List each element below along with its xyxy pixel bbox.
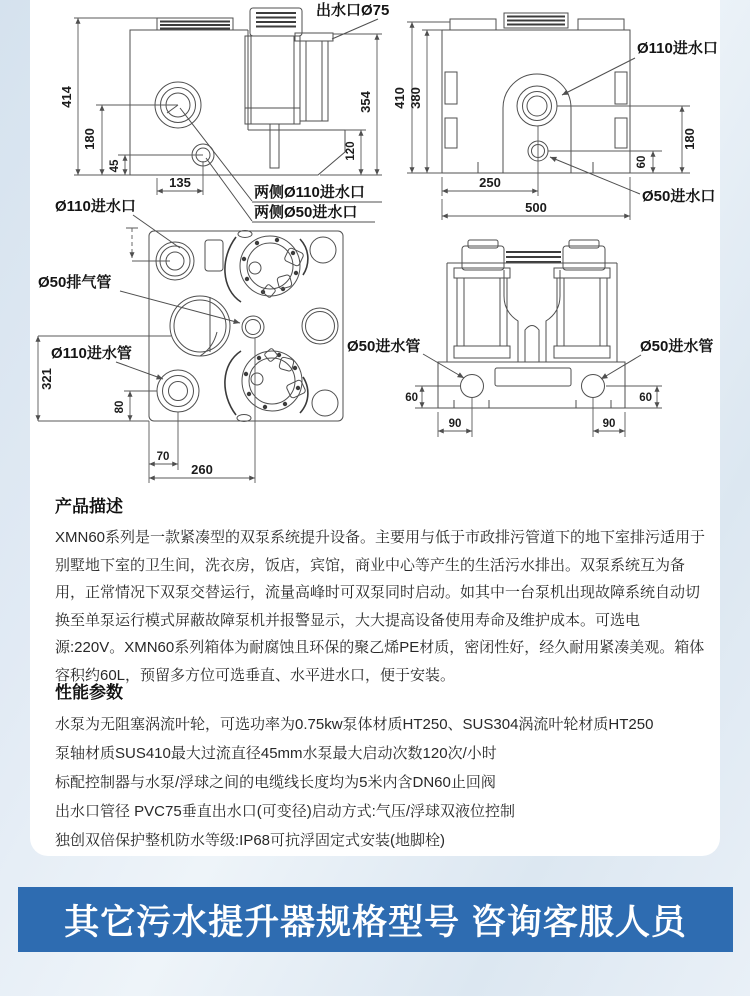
spec-line-protection: 独创双倍保护整机防水等级:IP68可抗浮固定式安装(地脚栓) bbox=[55, 832, 446, 849]
dim-180-front: 180 bbox=[682, 128, 697, 150]
dim-180: 180 bbox=[82, 128, 97, 150]
dim-414: 414 bbox=[59, 86, 74, 108]
label-sides-inlet-50: 两侧Ø50进水口 bbox=[254, 204, 358, 221]
spec-line-shaft: 泵轴材质SUS410最大过流直径45mm水泵最大启动次数120次/小时 bbox=[55, 745, 497, 762]
label-inlet-pipe-50-right: Ø50进水管 bbox=[640, 338, 714, 355]
dim-321: 321 bbox=[39, 368, 54, 390]
label-sides-inlet-110: 两侧Ø110进水口 bbox=[254, 184, 365, 201]
dim-120: 120 bbox=[345, 141, 357, 161]
drawing-top-view bbox=[38, 231, 343, 484]
spec-line-pump: 水泵为无阻塞涡流叶轮，可选功率为0.75kw泵体材质HT250、SUS304涡流叶轮材质HT250 bbox=[55, 716, 654, 733]
consult-banner[interactable] bbox=[18, 887, 733, 952]
label-outlet-75: 出水口Ø75 bbox=[316, 2, 390, 19]
dim-250: 250 bbox=[479, 175, 501, 190]
content-card bbox=[30, 0, 720, 856]
label-inlet-110: Ø110进水口 bbox=[55, 198, 136, 215]
spec-line-cable: 标配控制器与水泵/浮球之间的电缆线长度均为5米内含DN60止回阀 bbox=[55, 774, 496, 791]
spec-line-outlet: 出水口管径 PVC75垂直出水口(可变径)启动方式:气压/浮球双液位控制 bbox=[55, 803, 516, 820]
description-body: XMN60系列是一款紧凑型的双泵系统提升设备。主要用与低于市政排污管道下的地下室排污适用于别墅地下室的卫生间，洗衣房，饭店，宾馆，商业中心等产生的生活污水排出。双泵系统互为备用，正常情况下双泵交替运行，流量高峰时可双泵同时启动。如其中一台泵机出现故障系统自动切换至单泵运行模式屏蔽故障泵机并报警显示，大大提高设备使用寿命及维护成本。可选电源:220V。XMN60系列箱体为耐腐蚀且环保的聚乙烯PE材质，密闭性好，经久耐用紧凑美观。箱体容积约60L，预留多方位可选垂直、水平进水口，便于安装。 bbox=[55, 529, 706, 684]
dim-260: 260 bbox=[191, 462, 213, 477]
product-description-section bbox=[55, 492, 707, 689]
label-vent-50: Ø50排气管 bbox=[38, 274, 112, 291]
technical-drawings bbox=[30, 0, 720, 500]
description-title: 产品描述 bbox=[55, 497, 123, 516]
dim-80: 80 bbox=[114, 400, 126, 414]
dim-45: 45 bbox=[109, 159, 121, 173]
dim-60-right: 60 bbox=[639, 392, 652, 404]
dim-60-front: 60 bbox=[636, 155, 648, 169]
specs-title: 性能参数 bbox=[55, 683, 123, 702]
label-front-inlet-110: Ø110进水口 bbox=[637, 40, 718, 57]
dim-70: 70 bbox=[156, 451, 170, 463]
drawing-front-view bbox=[392, 13, 718, 220]
dim-135: 135 bbox=[169, 175, 191, 190]
dim-354: 354 bbox=[358, 91, 373, 113]
label-inlet-pipe-110: Ø110进水管 bbox=[51, 345, 132, 362]
label-inlet-pipe-50-left: Ø50进水管 bbox=[347, 338, 421, 355]
drawing-side-view bbox=[55, 2, 389, 261]
drawing-bottom-view bbox=[347, 240, 713, 437]
label-front-inlet-50: Ø50进水口 bbox=[642, 188, 716, 205]
dim-90-left: 90 bbox=[448, 418, 462, 430]
dim-380: 380 bbox=[408, 87, 423, 109]
specs-section bbox=[55, 678, 707, 855]
dim-410: 410 bbox=[392, 87, 407, 109]
dim-60-left: 60 bbox=[405, 392, 418, 404]
dim-90-right: 90 bbox=[602, 418, 616, 430]
consult-banner-text: 其它污水提升器规格型号 咨询客服人员 bbox=[64, 902, 687, 942]
dim-500: 500 bbox=[525, 200, 547, 215]
